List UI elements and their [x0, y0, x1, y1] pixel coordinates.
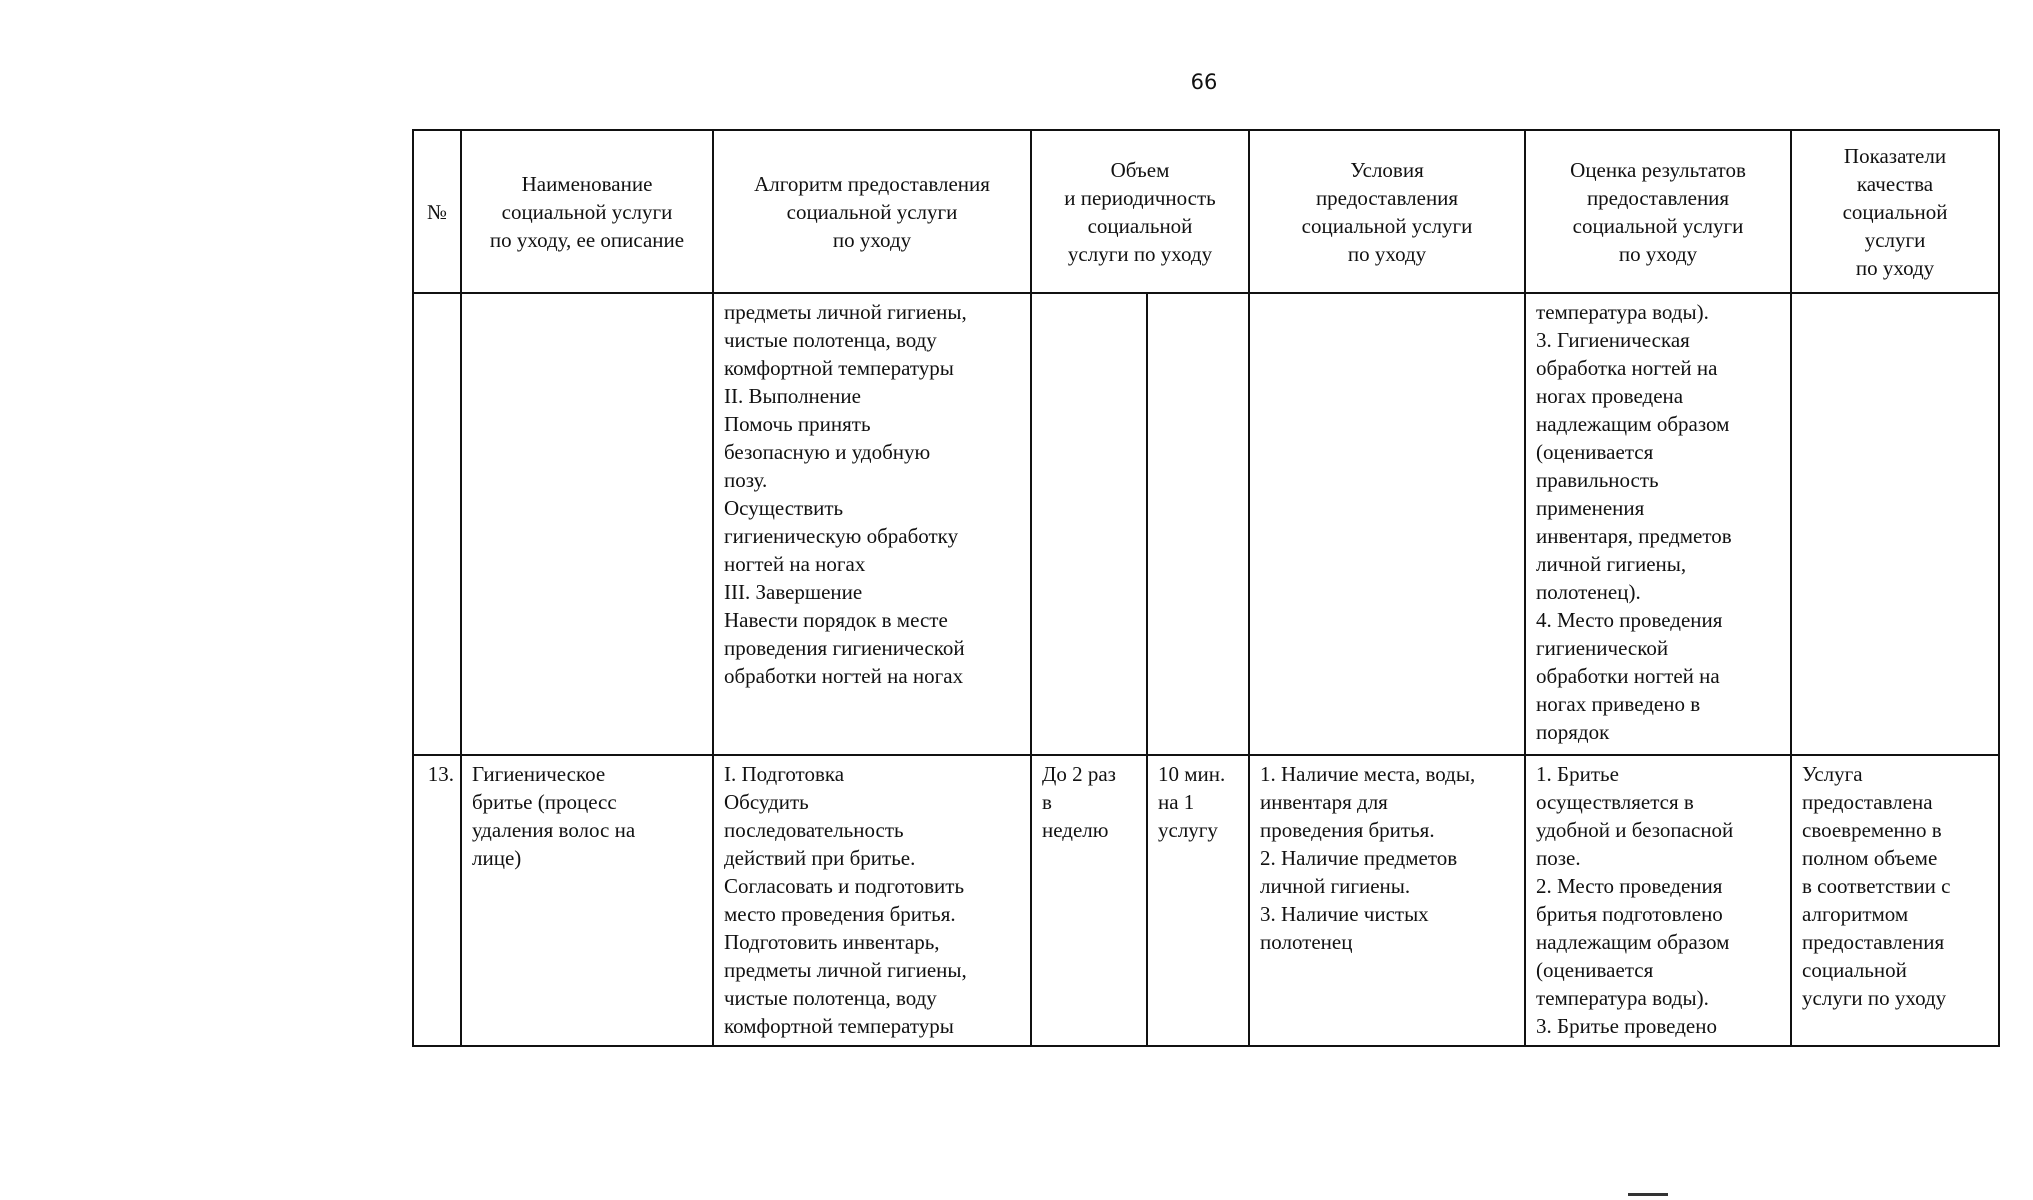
cell-evaluation: температура воды). 3. Гигиеническая обработка ногтей на ногах проведена надлежащим образом (оценивается правильность применения инвентаря, предметов личной гигиены, полотенец). 4. Место проведения гигиенической обработки ногтей на ногах приведено в порядок: [1525, 293, 1791, 755]
header-conditions: Условия предоставления социальной услуги по уходу: [1249, 130, 1525, 293]
cell-quality: Услуга предоставлена своевременно в полном объеме в соответствии с алгоритмом предоставления социальной услуги по уходу: [1791, 755, 1999, 1046]
table-header-row: [413, 130, 1999, 293]
cell-num: 13.: [413, 755, 461, 1046]
cell-conditions: 1. Наличие места, воды, инвентаря для проведения бритья. 2. Наличие предметов личной гигиены. 3. Наличие чистых полотенец: [1249, 755, 1525, 1046]
cell-frequency: [1031, 293, 1147, 755]
cell-conditions: [1249, 293, 1525, 755]
page-number: 66: [1190, 70, 1218, 94]
header-volume: Объем и периодичность социальной услуги по уходу: [1031, 130, 1249, 293]
scan-artifact-mark: [1628, 1193, 1668, 1196]
table-row: [413, 293, 1999, 755]
table-row: [413, 755, 1999, 1046]
services-table: [412, 129, 2000, 1047]
cell-algorithm: I. Подготовка Обсудить последовательность действий при бритье. Согласовать и подготовить место проведения бритья. Подготовить инвентарь, предметы личной гигиены, чистые полотенца, воду комфортной температуры: [713, 755, 1031, 1046]
cell-duration: 10 мин. на 1 услугу: [1147, 755, 1249, 1046]
cell-quality: [1791, 293, 1999, 755]
header-quality: Показатели качества социальной услуги по уходу: [1791, 130, 1999, 293]
cell-service-name: Гигиеническое бритье (процесс удаления волос на лице): [461, 755, 713, 1046]
cell-evaluation: 1. Бритье осуществляется в удобной и безопасной позе. 2. Место проведения бритья подготовлено надлежащим образом (оценивается температура воды). 3. Бритье проведено: [1525, 755, 1791, 1046]
cell-duration: [1147, 293, 1249, 755]
header-evaluation: Оценка результатов предоставления социальной услуги по уходу: [1525, 130, 1791, 293]
cell-frequency: До 2 раз в неделю: [1031, 755, 1147, 1046]
header-num: №: [413, 130, 461, 293]
cell-service-name: [461, 293, 713, 755]
header-service-name: Наименование социальной услуги по уходу, ее описание: [461, 130, 713, 293]
header-algorithm: Алгоритм предоставления социальной услуги по уходу: [713, 130, 1031, 293]
cell-num: [413, 293, 461, 755]
cell-algorithm: предметы личной гигиены, чистые полотенца, воду комфортной температуры II. Выполнение Помочь принять безопасную и удобную позу. Осуществить гигиеническую обработку ногтей на ногах III. Завершение Навести порядок в месте проведения гигиенической обработки ногтей на ногах: [713, 293, 1031, 755]
